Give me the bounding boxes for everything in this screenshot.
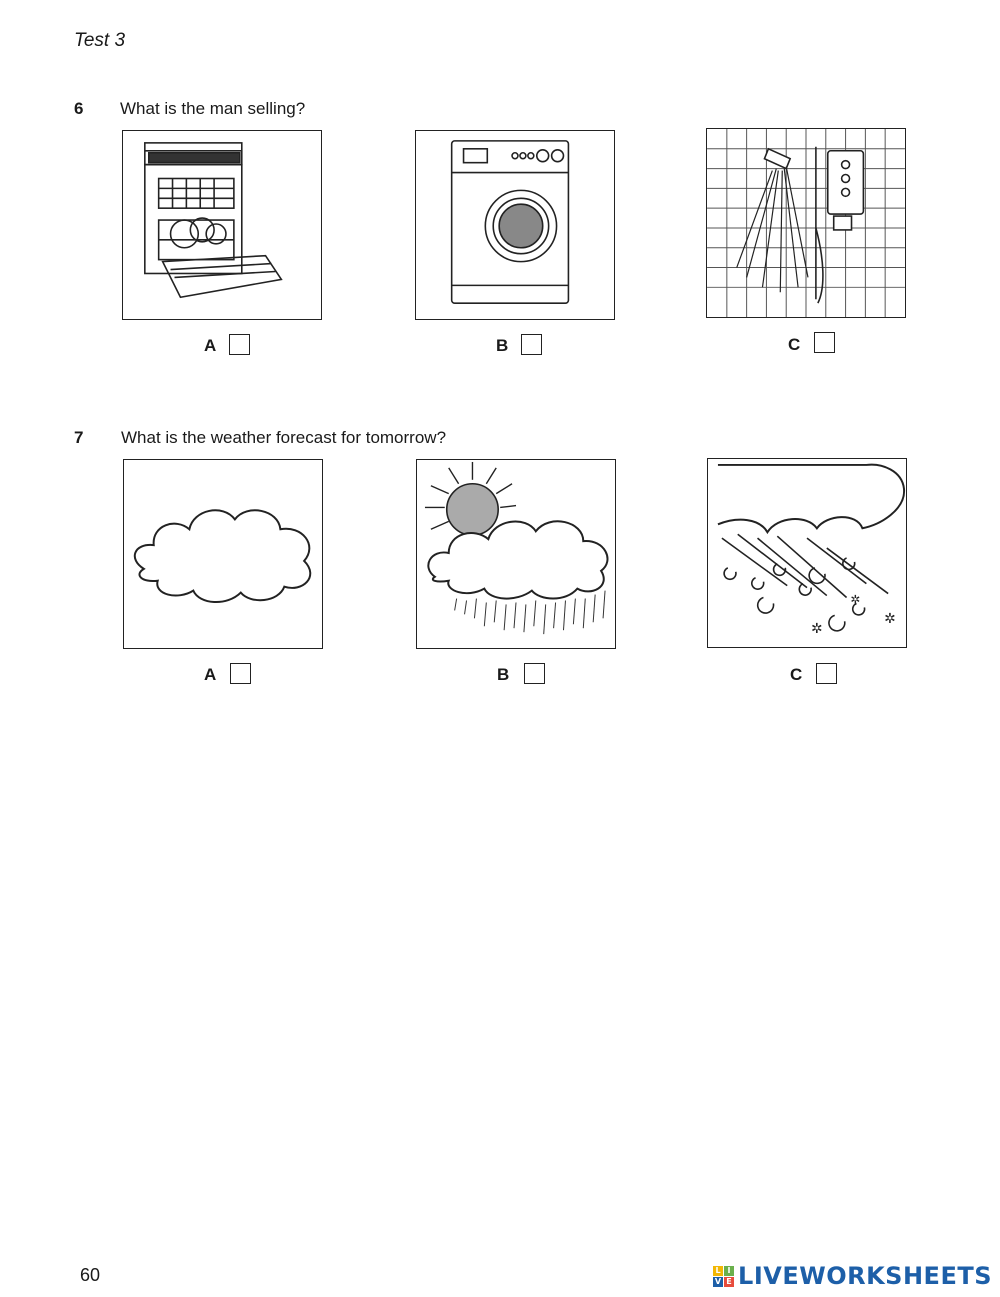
option-label: A	[204, 336, 217, 355]
option-label: B	[497, 665, 510, 684]
option-label: C	[788, 335, 801, 354]
option-label: B	[496, 336, 509, 355]
washing-machine-image	[415, 130, 615, 320]
logo-letter: V	[714, 1276, 722, 1286]
answer-checkbox-7a[interactable]	[230, 663, 251, 684]
svg-text:✲: ✲	[884, 611, 896, 628]
answer-checkbox-6c[interactable]	[814, 332, 835, 353]
question-number: 7	[74, 428, 84, 447]
svg-text:✲: ✲	[810, 621, 823, 638]
cloudy-image	[123, 459, 323, 649]
answer-checkbox-7b[interactable]	[524, 663, 545, 684]
svg-text:✲: ✲	[850, 592, 861, 607]
watermark	[713, 1262, 992, 1290]
answer-checkbox-6a[interactable]	[229, 334, 250, 355]
answer-checkbox-6b[interactable]	[521, 334, 542, 355]
windy-snow-image	[707, 458, 907, 648]
option-label: C	[790, 665, 803, 684]
electric-shower-image	[706, 128, 906, 318]
logo-letter: I	[724, 1266, 734, 1276]
sun-cloud-rain-image	[416, 459, 616, 649]
dishwasher-image	[122, 130, 322, 320]
question-text: What is the weather forecast for tomorrow?	[121, 428, 447, 447]
page-number: 60	[80, 1265, 101, 1285]
logo-letter: E	[724, 1277, 734, 1287]
question-text: What is the man selling?	[120, 99, 306, 118]
watermark-text: LIVEWORKSHEETS	[738, 1262, 992, 1290]
page-header: Test 3	[74, 30, 126, 51]
question-number: 6	[74, 99, 84, 118]
logo-letter: L	[713, 1266, 723, 1276]
option-label: A	[204, 665, 217, 684]
answer-checkbox-7c[interactable]	[816, 663, 837, 684]
liveworksheets-logo-icon	[713, 1266, 734, 1287]
